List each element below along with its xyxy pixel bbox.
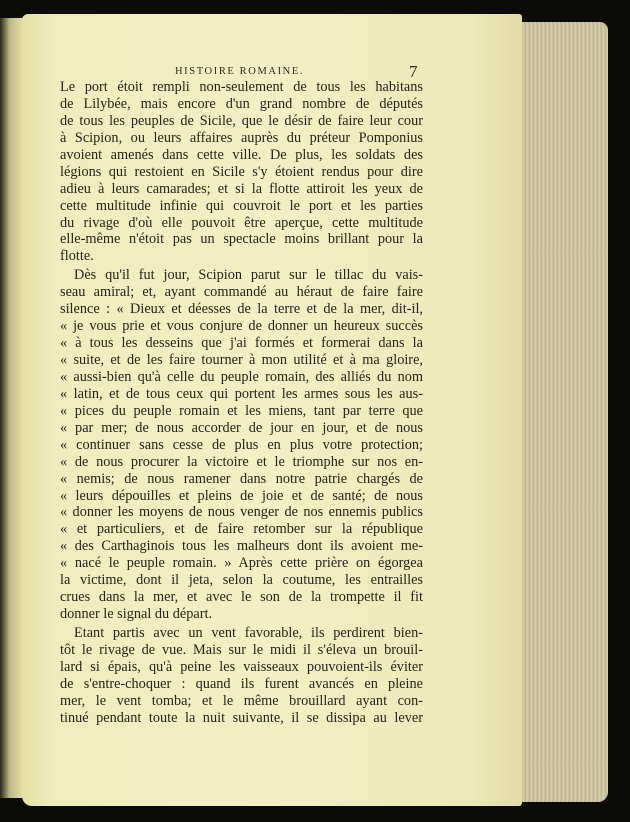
page-number: 7: [409, 62, 418, 81]
text-line: mer, le vent tomba; et le même brouillard ayant con-: [60, 692, 423, 709]
text-line: « par mer; de nous accorder de jour en jour, et de nous: [60, 419, 423, 436]
text-line: « nemis; de nous ramener dans notre patrie chargés de: [60, 470, 423, 487]
text-line: de s'entre-choquer : quand ils furent avancés en pleine: [60, 675, 423, 692]
book-fore-edge: [518, 22, 608, 802]
text-line: du rivage d'où elle pouvoit être aperçue, cette multitude: [60, 214, 423, 231]
text-line: « à tous les desseins que j'ai formés et formerai dans la: [60, 335, 423, 352]
text-line: tinué pendant toute la nuit suivante, il se dissipa au lever: [60, 709, 423, 726]
text-line: adieu à leurs camarades; et si la flotte attiroit les yeux de: [60, 180, 423, 197]
text-line: « leurs dépouilles et pleins de joie et de santé; de nous: [60, 487, 423, 504]
text-line: « aussi-bien qu'à celle du peuple romain, des alliés du nom: [60, 368, 423, 385]
running-head: HISTOIRE ROMAINE.: [175, 66, 305, 77]
text-line: « et particuliers, et de faire retomber sur la république: [60, 521, 423, 538]
text-line: tôt le rivage de vue. Mais sur le midi il s'éleva un brouil-: [60, 641, 423, 658]
text-line: la victime, dont il jeta, selon la coutume, les entrailles: [60, 572, 423, 589]
text-line: Le port étoit rempli non-seulement de tous les habitans: [60, 79, 423, 95]
text-line: « je vous prie et vous conjure de donner un heureux succès: [60, 318, 423, 335]
text-line: de Lilybée, mais encore d'un grand nombre de députés: [60, 95, 423, 112]
text-line: « continuer sans cesse de plus en plus votre protection;: [60, 436, 423, 453]
page-body-text: [60, 79, 423, 727]
text-line: à Scipion, ou leurs affaires auprès du préteur Pomponius: [60, 129, 423, 146]
text-line: crues dans la mer, et avec le son de la trompette il fit: [60, 589, 423, 606]
text-line: donner le signal du départ.: [60, 606, 213, 623]
text-line: « nacé le peuple romain. » Après cette prière on égorgea: [60, 555, 423, 572]
text-line: « de nous procurer la victoire et le triomphe sur nos en-: [60, 453, 423, 470]
text-line: avoient amenés dans cette ville. De plus, les soldats des: [60, 146, 423, 163]
text-line: « donner les moyens de nous venger de nos ennemis publics: [60, 504, 423, 521]
text-line: flotte.: [60, 248, 94, 265]
text-line: légions qui restoient en Sicile s'y étoient rendus pour dire: [60, 163, 423, 180]
text-line: « des Carthaginois tous les malheurs dont ils avoient me-: [60, 538, 423, 555]
text-line: de tous les peuples de Sicile, que le désir de faire leur cour: [60, 112, 423, 129]
text-line: elle-même n'étoit pas un spectacle moins brillant pour la: [60, 231, 423, 248]
text-line: lard si épais, qu'à peine les vaisseaux pouvoient-ils éviter: [60, 658, 423, 675]
text-line: Etant partis avec un vent favorable, ils perdirent bien-: [74, 625, 423, 641]
text-line: « suite, et de les faire tourner à mon utilité et à ma gloire,: [60, 352, 423, 368]
previous-page-edge: [0, 18, 24, 798]
text-line: seau amiral; et, ayant commandé au héraut de faire faire: [60, 284, 423, 301]
text-line: « pices du peuple romain et les miens, tant par terre que: [60, 402, 423, 419]
text-line: « latin, et de tous ceux qui portent les armes sous les aus-: [60, 385, 423, 402]
text-line: cette multitude infinie qui couvroit le port et les parties: [60, 197, 423, 214]
text-line: silence : « Dieux et déesses de la terre et de la mer, dit-il,: [60, 301, 423, 318]
text-line: Dès qu'il fut jour, Scipion parut sur le tillac du vais-: [74, 267, 423, 284]
